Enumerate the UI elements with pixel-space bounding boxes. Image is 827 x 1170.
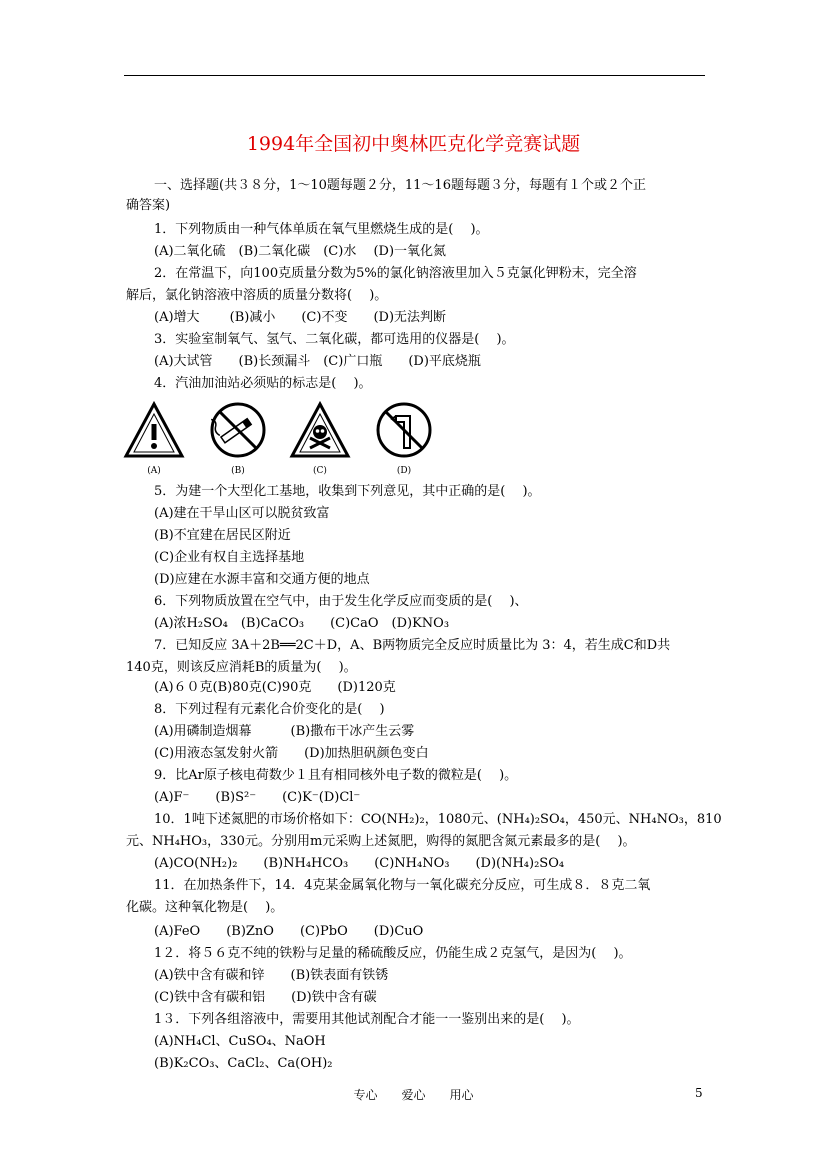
question-line: (A)铁中含有碳和锌 (B)铁表面有铁锈 [154,968,389,983]
question-line: 元、NH₄HO₃，330元。分别用m元采购上述氮肥，购得的氮肥含氮元素最多的是( )。 [126,834,636,849]
question-line: (C)用液态氢发射火箭 (D)加热胆矾颜色变白 [154,746,429,761]
question-line: (A)增大 (B)减小 (C)不变 (D)无法判断 [154,310,447,325]
question-line: (A)二氧化硫 (B)二氧化碳 (C)水 (D)一氧化氮 [154,244,447,259]
sign-a-label: (A) [147,466,161,476]
sign-b-label: (B) [231,466,245,476]
sign-d-label: (D) [396,466,412,476]
question-line: 3．实验室制氧气、氢气、二氧化碳，都可选用的仪器是( )。 [154,332,515,347]
question-line: 11．在加热条件下，14．4克某金属氧化物与一氧化碳充分反应，可生成８．８克二氧 [154,878,651,893]
question-line: 1２．将５６克不纯的铁粉与足量的稀硫酸反应，仍能生成２克氢气，是因为( )。 [154,946,632,961]
question-line: 2．在常温下，向100克质量分数为5%的氯化钠溶液里加入５克氯化钾粉末，完全溶 [154,266,637,281]
exclamation-warning-icon [122,400,186,462]
question-line: 10．1吨下述氮肥的市场价格如下：CO(NH₂)₂，1080元、(NH₄)₂SO₄，450元、NH₄NO₃，810 [154,812,722,827]
question-line: 5．为建一个大型化工基地，收集到下列意见，其中正确的是( )。 [154,484,541,499]
question-line: (B)不宜建在居民区附近 [154,528,291,543]
page-footer: 专心 爱心 用心 [353,1088,474,1102]
question-line: (B)K₂CO₃、CaCl₂、Ca(OH)₂ [154,1056,333,1071]
question-line: 1３．下列各组溶液中，需要用其他试剂配合才能一一鉴别出来的是( )。 [154,1012,580,1027]
question-line: (A)NH₄Cl、CuSO₄、NaOH [154,1034,326,1049]
sign-a [122,400,186,482]
sign-c-label: (C) [313,466,327,476]
sign-d [372,400,436,482]
question-line: (A)浓H₂SO₄ (B)CaCO₃ (C)CaO (D)KNO₃ [154,616,450,631]
header-rule [124,75,705,76]
question-line: (A)CO(NH₂)₂ (B)NH₄HCO₃ (C)NH₄NO₃ (D)(NH₄)₂SO₄ [154,856,565,871]
question-line: (C)企业有权自主选择基地 [154,550,305,565]
question-line: 9．比Ar原子核电荷数少１且有相同核外电子数的微粒是( )。 [154,768,518,783]
question-line: (C)铁中含有碳和铝 (D)铁中含有碳 [154,990,377,1005]
question-line: 化碳。这种氧化物是( )。 [126,900,284,915]
question-line: (A)FeO (B)ZnO (C)PbO (D)CuO [154,924,424,939]
question-line: 一、选择题(共３８分，1～10题每题２分，11～16题每题３分，每题有１个或２个正 [154,178,646,193]
question-line: 4．汽油加油站必须贴的标志是( )。 [154,376,372,391]
question-line: 解后，氯化钠溶液中溶质的质量分数将( )。 [126,288,388,303]
question-line: (A)用磷制造烟幕 (B)撒布干冰产生云雾 [154,724,415,739]
question-line: (A)F⁻ (B)S²⁻ (C)K⁻(D)Cl⁻ [154,790,361,805]
question-line: 6．下列物质放置在空气中，由于发生化学反应而变质的是( )、 [154,594,528,609]
sign-b [206,400,270,482]
no-smoking-icon [206,400,270,462]
sign-c [288,400,352,482]
question-line: 确答案) [126,198,171,213]
question-line: (A)６０克(B)80克(C)90克 (D)120克 [154,680,396,695]
page-title: 1994年全国初中奥林匹克化学竞赛试题 [246,133,581,155]
question-line: (D)应建在水源丰富和交通方便的地点 [154,572,370,587]
sign-images [120,400,440,482]
page-number: 5 [695,1086,703,1100]
question-line: 140克，则该反应消耗B的质量为( )。 [126,660,357,675]
prohibition-tool-icon [372,400,436,462]
question-line: 8．下列过程有元素化合价变化的是( ) [154,702,385,717]
question-line: (A)大试管 (B)长颈漏斗 (C)广口瓶 (D)平底烧瓶 [154,354,481,369]
question-line: 1．下列物质由一种气体单质在氧气里燃烧生成的是( )。 [154,222,489,237]
toxic-skull-icon [288,400,352,462]
question-line: 7．已知反应 3A＋2B══2C＋D，A、B两物质完全反应时质量比为 3：4，若生成C和D共 [154,638,671,653]
question-line: (A)建在干旱山区可以脱贫致富 [154,506,330,521]
